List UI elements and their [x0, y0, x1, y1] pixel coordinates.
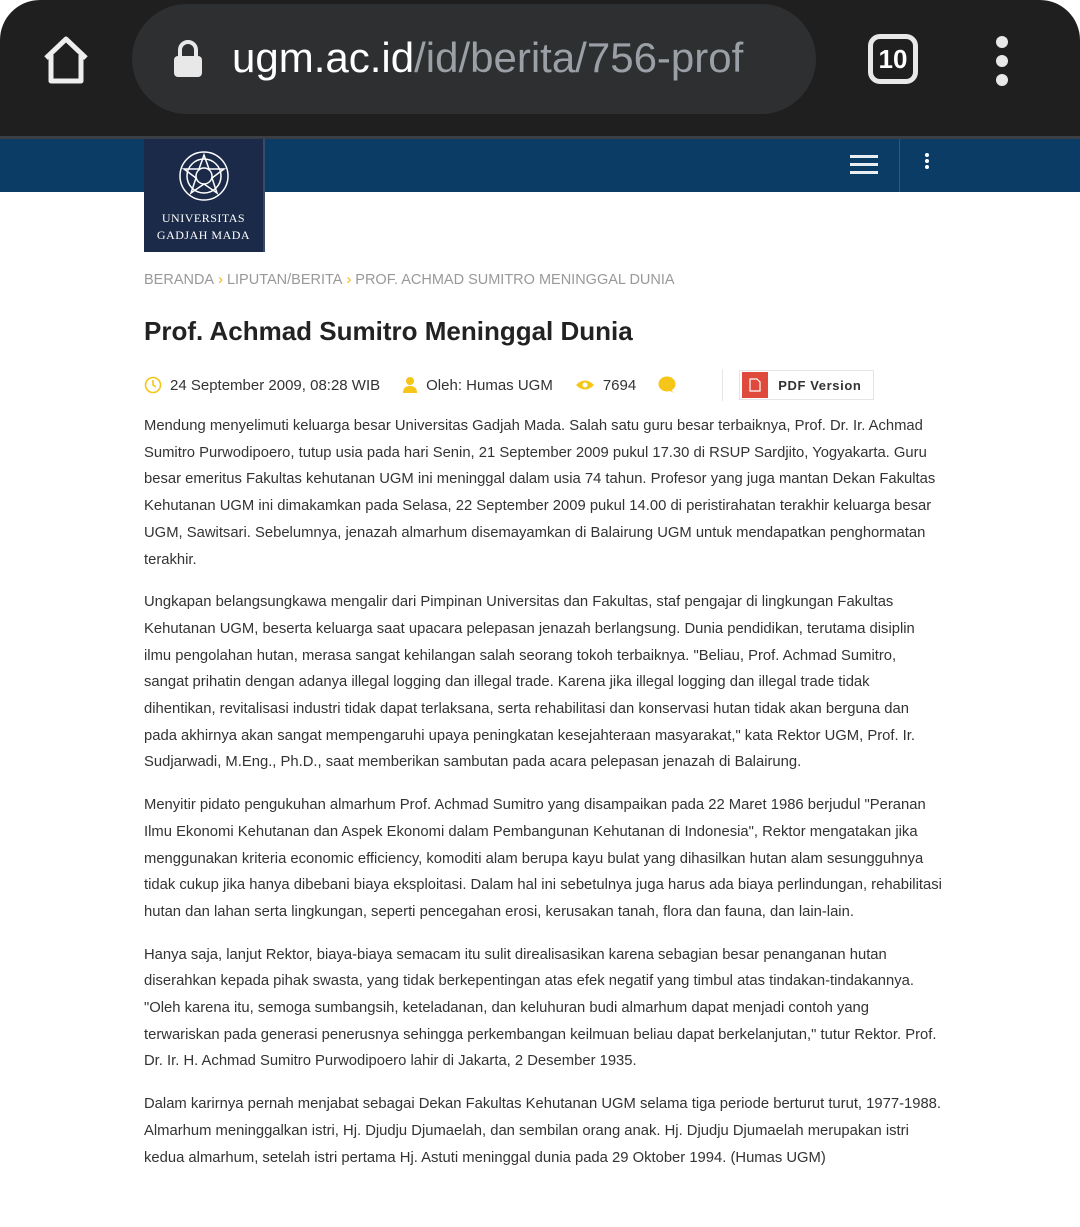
pdf-version-label: PDF Version [778, 377, 862, 393]
logo-text-line1: UNIVERSITAS [161, 211, 246, 225]
breadcrumb-beranda[interactable]: BERANDA [144, 272, 215, 288]
article-paragraph: Menyitir pidato pengukuhan almarhum Prof. Achmad Sumitro yang disampaikan pada 22 Maret 1986 berjudul "Peranan Ilmu Ekonomi Kehutanan dan Aspek Ekonomi dalam Pembangunan Kehutanan di Indonesia", Rektor mengatakan jika menggunakan kriteria economic efficiency, komoditi alam berupa kayu bulat yang dihasilkan hutan alam sesungguhnya tidak cukup jika hanya dibebani biaya eksploitasi. Dalam hal ini sebetulnya juga harus ada biaya perlindungan, rehabilitasi hutan dan lahan serta lingkungan, seperti pencegahan erosi, kerusakan tanah, flora dan fauna, dan lain-lain. [144, 797, 942, 920]
tab-switcher-button[interactable]: 10 [868, 34, 918, 84]
browser-toolbar [0, 0, 1080, 136]
breadcrumb-liputan-berita[interactable]: LIPUTAN/BERITA [226, 272, 343, 288]
eye-icon [575, 379, 595, 391]
lock-icon [172, 40, 204, 78]
chevron-right-icon: › [346, 272, 352, 288]
page-title: Prof. Achmad Sumitro Meninggal Dunia [144, 316, 633, 346]
home-icon[interactable] [40, 34, 92, 86]
url-path: /id/berita/756-prof [414, 34, 744, 81]
breadcrumb-current: PROF. ACHMAD SUMITRO MENINGGAL DUNIA [355, 272, 675, 288]
logo-text-line2: GADJAH MADA [156, 228, 251, 242]
clock-icon [144, 376, 162, 394]
article-date: 24 September 2009, 08:28 WIB [170, 376, 381, 394]
article-body [144, 413, 944, 1187]
article-paragraph: Hanya saja, lanjut Rektor, biaya-biaya semacam itu sulit direalisasikan karena sebagian besar penanganan hutan diserahkan kepada pihak swasta, yang tidak berkepentingan atas efek negatif yang timbul atas tindakan-tindakannya. "Oleh karena itu, semoga sumbangsih, keteladanan, dan keluhuran budi almarhum dapat menjadi contoh yang terwariskan pada generasi penerusnya sehingga perkembangan keilmuan beliau dapat berkelanjutan," tutur Rektor. Prof. Dr. Ir. H. Achmad Sumitro Purwodipoero lahir di Jakarta, 2 Desember 1935. [144, 946, 937, 1070]
more-options-icon[interactable] [925, 153, 930, 171]
article-paragraph: Ungkapan belangsungkawa mengalir dari Pimpinan Universitas dan Fakultas, staf pengajar di lingkungan Fakultas Kehutanan UGM, beserta keluarga saat upacara pelepasan jenazah berlangsung. Dunia pendidikan, terutama disiplin ilmu pengolahan hutan, merasa sangat kehilangan salah seorang tokoh terbaiknya. "Beliau, Prof. Achmad Sumitro, sangat prihatin dengan adanya illegal logging dan illegal trade. Karena jika illegal logging dan illegal trade tidak dihentikan, revitalisasi industri tidak dapat terlaksana, serta rehabilitasi dan konservasi hutan tidak akan berguna dan pada akhirnya akan sangat mempengaruhi upaya peningkatan kesejahteraan masyarakat," kata Rektor UGM, Prof. Ir. Sudjarwadi, M.Eng., Ph.D., saat memberikan sambutan pada acara pelepasan jenazah di Balairung. [144, 594, 916, 771]
article-meta [144, 369, 874, 401]
url-host: ugm.ac.id [232, 34, 415, 81]
user-icon [402, 376, 418, 394]
view-count: 7694 [602, 376, 637, 394]
hamburger-menu-icon[interactable] [850, 155, 878, 179]
article-paragraph: Mendung menyelimuti keluarga besar Universitas Gadjah Mada. Salah satu guru besar terbaiknya, Prof. Dr. Ir. Achmad Sumitro Purwodipoero, tutup usia pada hari Senin, 21 September 2009 pukul 17.30 di RSUP Sardjito, Yogyakarta. Guru besar emeritus Fakultas kehutanan UGM ini meninggal dalam usia 74 tahun. Profesor yang juga mantan Dekan Fakultas Kehutanan UGM ini dimakamkan pada Selasa, 22 September 2009 pukul 14.00 di peristirahatan terakhir keluarga besar UGM, Sawitsari. Sebelumnya, jenazah almarhum disemayamkan di Balairung UGM untuk mendapatkan penghormatan terakhir. [144, 418, 936, 568]
ugm-emblem-icon [176, 147, 232, 205]
browser-menu-icon[interactable] [996, 36, 1010, 93]
pdf-version-button[interactable] [739, 370, 874, 400]
url-text [232, 34, 743, 82]
pdf-icon [742, 372, 768, 398]
address-bar[interactable] [132, 4, 816, 114]
article-paragraph: Dalam karirnya pernah menjabat sebagai Dekan Fakultas Kehutanan UGM selama tiga periode berturut turut, 1977-1988. Almarhum meninggalkan istri, Hj. Djudju Djumaelah, dan sembilan orang anak. Hj. Djudju Djumaelah merupakan istri kedua almarhum, setelah istri pertama Hj. Astuti meninggal dunia pada 29 Oktober 1994. (Humas UGM) [144, 1096, 942, 1166]
ugm-logo[interactable] [144, 139, 265, 252]
divider [722, 369, 723, 401]
breadcrumb [144, 272, 675, 288]
chevron-right-icon: › [218, 272, 223, 288]
article-author: Oleh: Humas UGM [426, 376, 553, 394]
comment-icon[interactable] [658, 376, 676, 394]
divider [899, 139, 900, 192]
